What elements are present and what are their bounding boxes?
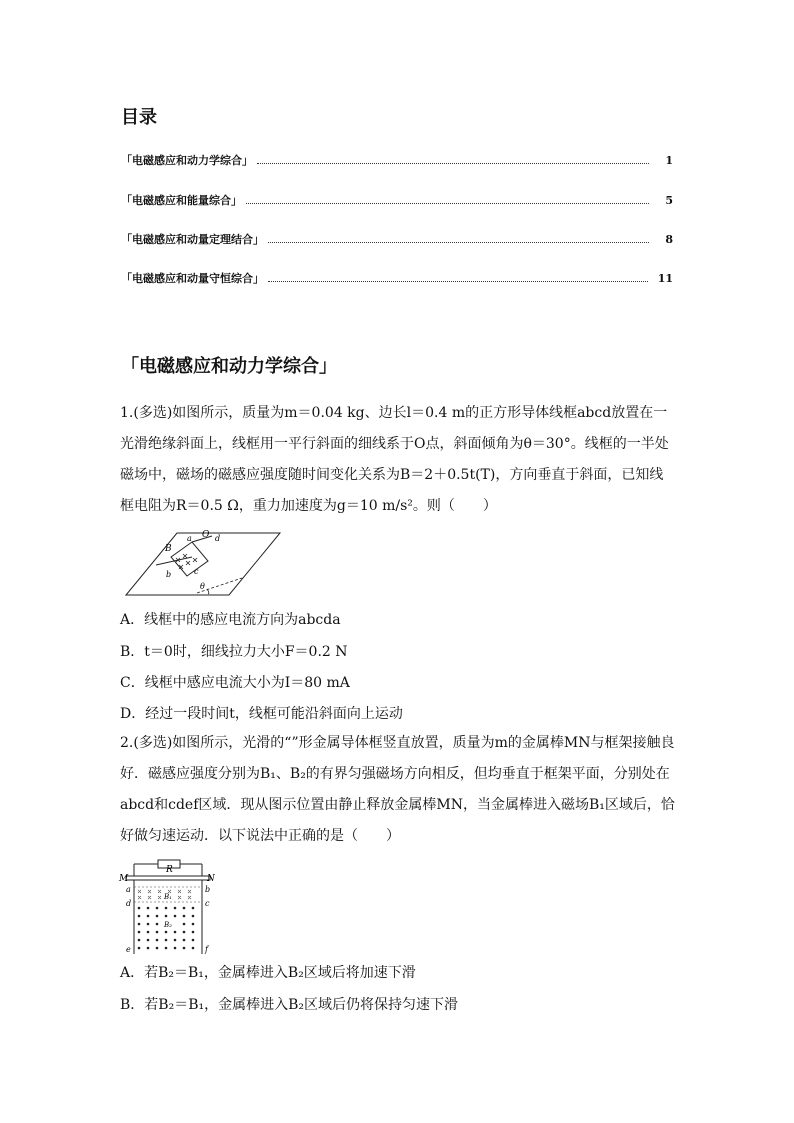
label-c: c	[194, 567, 199, 576]
label-B: B	[165, 544, 172, 554]
toc-entry[interactable]	[121, 270, 673, 288]
question-1-option-b[interactable]: B．t＝0时，细线拉力大小F＝0.2 N	[120, 644, 348, 660]
toc-entry-page: 5	[665, 194, 673, 207]
section-title: 「电磁感应和动力学综合」	[121, 356, 337, 377]
label-R: R	[166, 865, 173, 875]
label-f: f	[205, 945, 208, 954]
toc-leader	[246, 194, 649, 204]
label-e: e	[126, 945, 131, 954]
label-c: c	[205, 899, 210, 908]
rod-MN	[126, 876, 210, 880]
toc-entry[interactable]	[121, 192, 673, 210]
label-N: N	[207, 874, 215, 884]
toc-entry-page: 8	[665, 233, 673, 246]
question-1-option-d[interactable]: D．经过一段时间t，线框可能沿斜面向上运动	[120, 706, 403, 722]
question-2-option-b[interactable]: B．若B₂＝B₁，金属棒进入B₂区域后仍将保持匀速下滑	[120, 997, 458, 1013]
label-theta: θ	[200, 582, 205, 591]
toc-leader	[268, 272, 648, 282]
question-1-stem: 1.(多选)如图所示，质量为m＝0.04 kg、边长l＝0.4 m的正方形导体线框abcd放置在一光滑绝缘斜面上，线框用一平行斜面的细线系于O点，斜面倾角为θ＝30°。线框的一半处磁场中，磁场的磁感应强度随时间变化关系为B＝2＋0.5t(T)，方向垂直于斜面，已知线框电阻为R＝0.5 Ω，重力加速度为g＝10 m/s²。则（ ）	[120, 405, 669, 514]
question-1-figure	[122, 527, 282, 599]
label-d: d	[215, 534, 221, 543]
question-2-stem: 2.(多选)如图所示，光滑的“”形金属导体框竖直放置，质量为m的金属棒MN与框架接触良好．磁感应强度分别为B₁、B₂的有界匀强磁场方向相反，但均垂直于框架平面，分别处在abcd和cdef区域．现从图示位置由静止释放金属棒MN，当金属棒进入磁场B₁区域后，恰好做匀速运动．以下说法中正确的是（ ）	[120, 735, 675, 844]
question-2-figure	[118, 852, 218, 956]
label-M: M	[119, 874, 129, 884]
question-2-option-a[interactable]: A．若B₂＝B₁，金属棒进入B₂区域后将加速下滑	[120, 965, 416, 981]
toc-entry[interactable]	[121, 152, 673, 170]
toc-title: 目录	[121, 107, 157, 128]
label-B1: B₁	[164, 893, 172, 901]
label-a: a	[187, 534, 192, 543]
toc-entry-label: 「电磁感应和动量守恒综合」	[121, 272, 264, 285]
square-coil	[156, 536, 212, 576]
label-d: d	[126, 899, 132, 908]
toc-entry-label: 「电磁感应和动量定理结合」	[121, 233, 264, 246]
label-a: a	[126, 885, 131, 894]
toc-leader	[268, 233, 649, 243]
toc-entry-label: 「电磁感应和动力学综合」	[121, 154, 253, 167]
label-b: b	[205, 885, 211, 894]
label-b: b	[166, 570, 172, 579]
toc-entry-label: 「电磁感应和能量综合」	[121, 194, 242, 207]
toc-entry[interactable]	[121, 231, 673, 249]
label-B2: B₂	[164, 921, 172, 929]
toc-leader	[257, 154, 649, 164]
question-1-option-a[interactable]: A．线框中的感应电流方向为abcda	[120, 612, 341, 628]
question-1-option-c[interactable]: C．线框中感应电流大小为I＝80 mA	[120, 675, 350, 691]
toc-entry-page: 11	[657, 272, 673, 285]
label-O: O	[202, 530, 210, 540]
toc-entry-page: 1	[665, 154, 673, 167]
